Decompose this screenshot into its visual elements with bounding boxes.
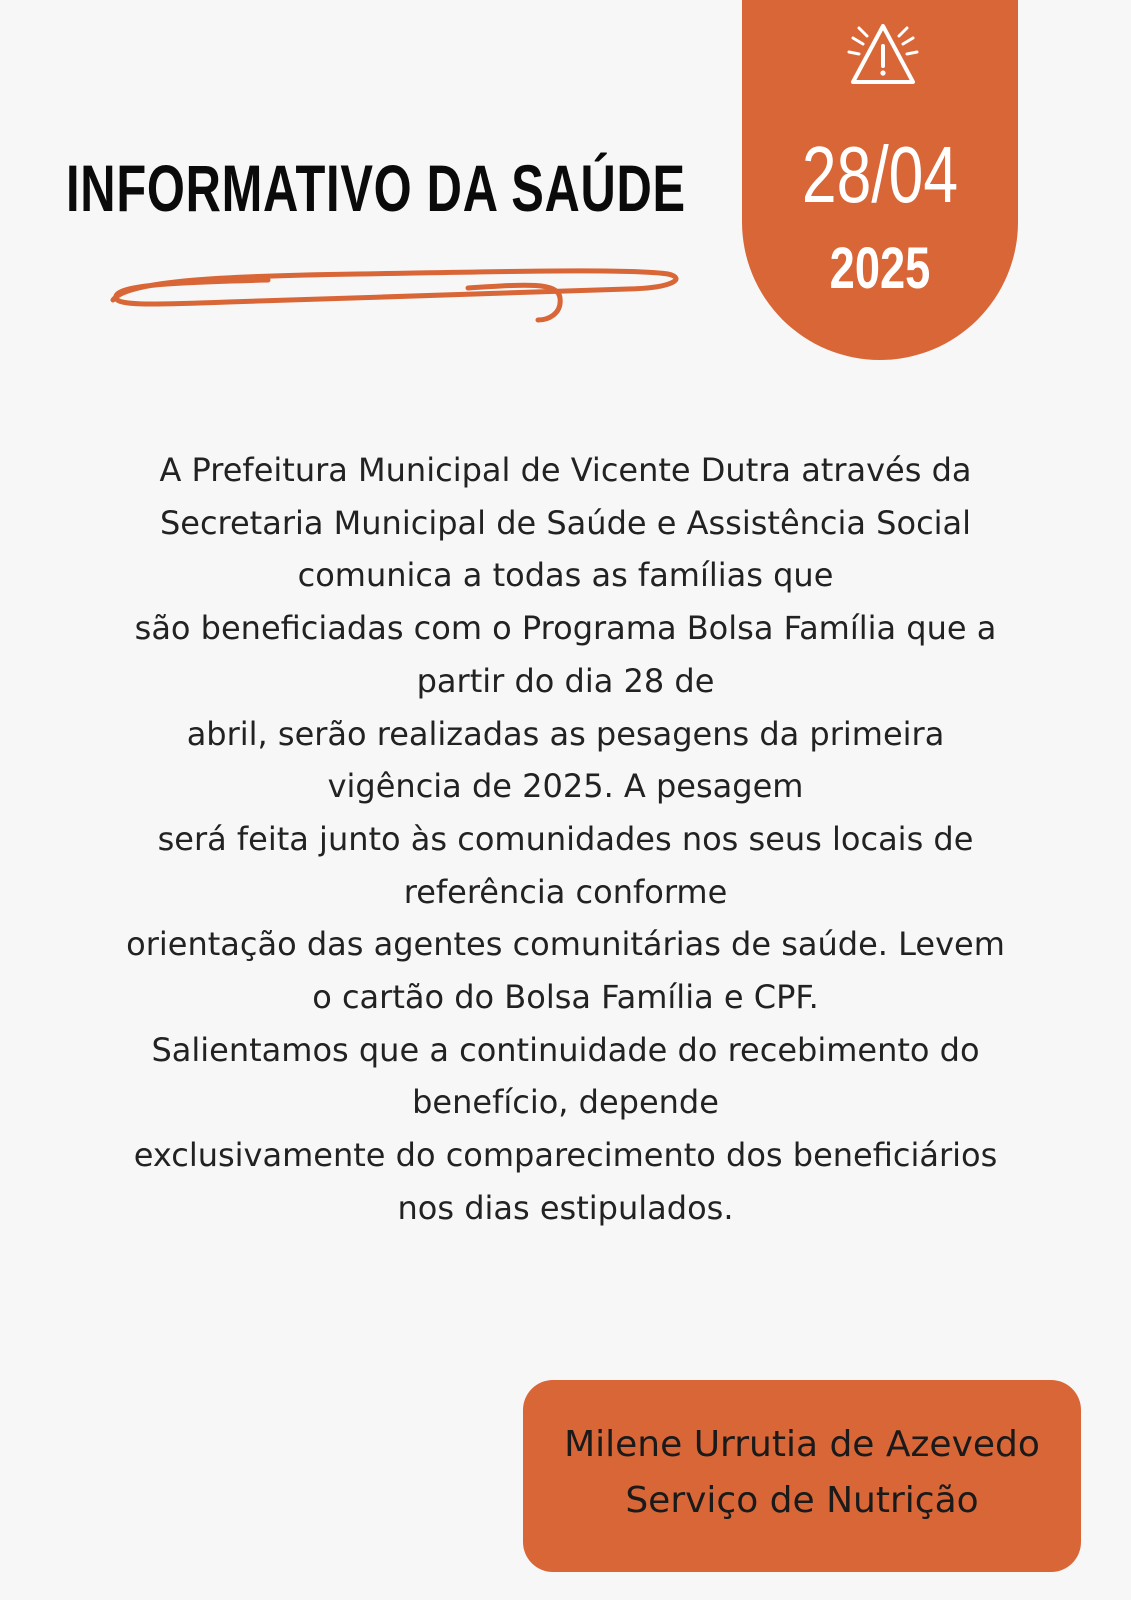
text-line: referência conforme [403,872,728,911]
text-line: o cartão do Bolsa Família e CPF. [312,978,819,1017]
text-line: Secretaria Municipal de Saúde e Assistência Social [159,503,972,542]
date-year: 2025 [829,236,931,301]
text-line: Salientamos que a continuidade do recebimento do [151,1030,980,1069]
text-line: nos dias estipulados. [397,1188,734,1227]
text-line: será feita junto às comunidades nos seus locais de [157,819,974,858]
text-line: abril, serão realizadas as pesagens da primeira [186,714,945,753]
text-line: são beneficiadas com o Programa Bolsa Família que a [134,609,997,648]
date-badge [742,0,1018,360]
text-line: vigência de 2025. A pesagem [327,767,804,806]
announcement-text [60,444,1071,1235]
decorative-swoosh [108,262,690,334]
text-line: partir do dia 28 de [416,661,715,700]
signature-role: Serviço de Nutrição [625,1480,979,1521]
warning-icon [837,10,929,96]
signature-name: Milene Urrutia de Azevedo [564,1424,1040,1465]
text-line: exclusivamente do comparecimento dos beneficiários [133,1136,998,1175]
text-line: benefício, depende [412,1083,719,1122]
text-line: A Prefeitura Municipal de Vicente Dutra através da [159,451,972,489]
page-title: INFORMATIVO DA SAÚDE [66,151,686,225]
text-line: comunica a todas as famílias que [297,556,834,595]
date-day-month: 28/04 [801,130,959,219]
signature-box [523,1380,1081,1572]
text-line: orientação das agentes comunitárias de saúde. Levem [126,925,1005,964]
